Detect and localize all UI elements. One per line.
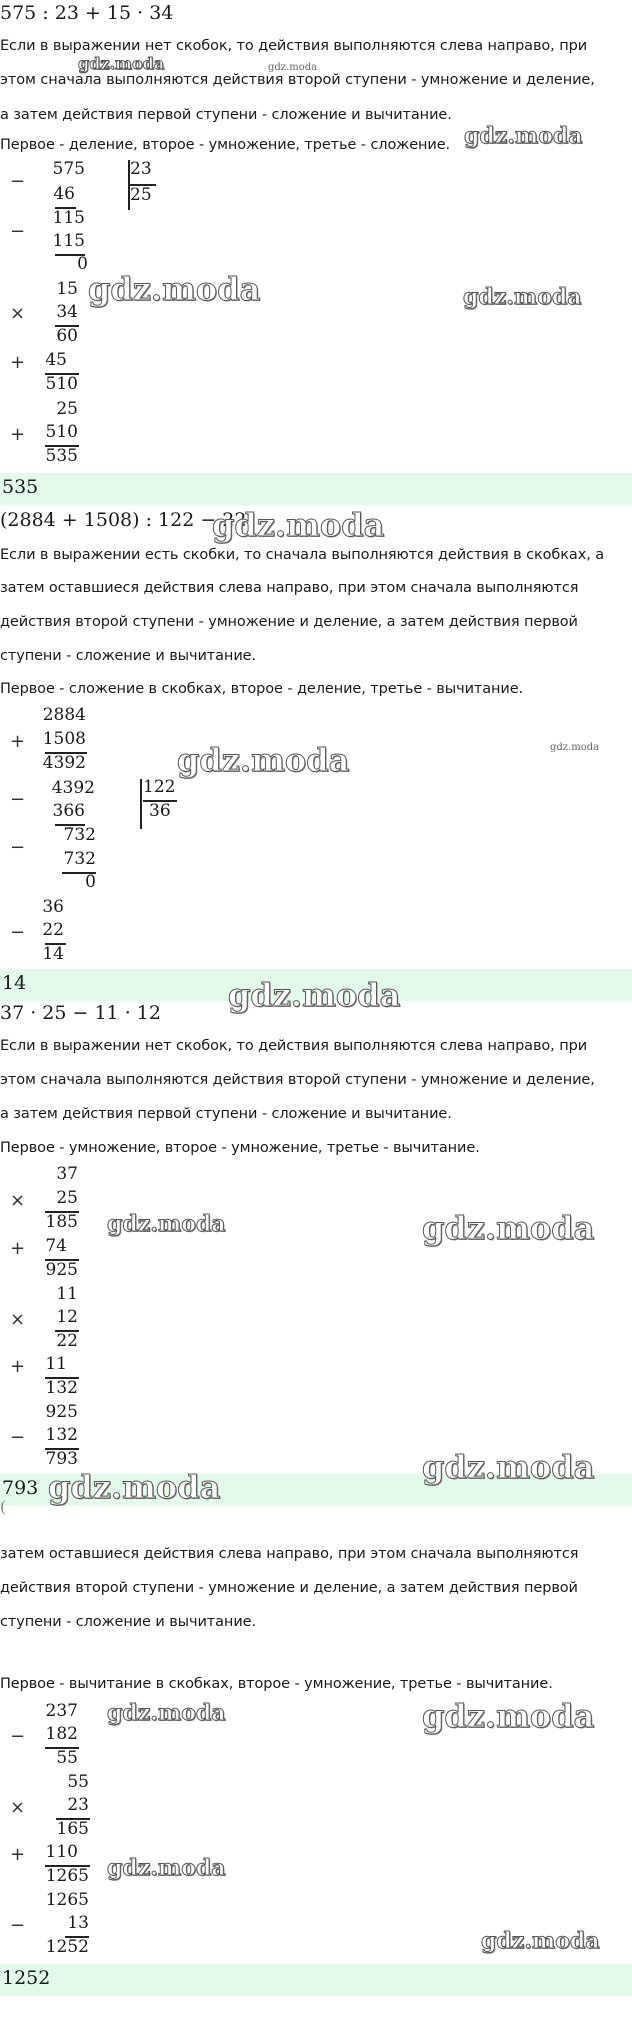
divisor: 23 [130, 159, 152, 179]
difference: 1252 [45, 1937, 89, 1957]
watermark: gdz.moda [78, 54, 165, 73]
rule-line: Если в выражении нет скобок, то действия выполняются слева направо, при [0, 38, 588, 54]
difference: 793 [45, 1449, 78, 1469]
watermark: gdz.moda [212, 506, 385, 544]
product: 925 [45, 1260, 78, 1280]
plus-sign: + [10, 352, 26, 373]
dividend: 4392 [51, 778, 95, 798]
order-text: Первое - сложение в скобках, второе - деление, третье - вычитание. [0, 681, 524, 697]
minus-sign: − [10, 837, 26, 858]
times-sign: × [10, 1190, 26, 1211]
times-sign: × [10, 1309, 26, 1330]
watermark: gdz.moda [107, 1211, 226, 1237]
difference: 14 [42, 944, 64, 964]
rule-line: Если в выражении нет скобок, то действия выполняются слева направо, при [0, 1038, 588, 1054]
watermark: gdz.moda [464, 123, 583, 149]
watermark: gdz.moda [422, 1448, 595, 1486]
subtrahend: 13 [67, 1913, 89, 1933]
minus-sign: − [10, 221, 26, 242]
watermark: gdz.moda [422, 1697, 595, 1735]
expression-3: 37 · 25 − 11 · 12 [0, 1002, 161, 1024]
minuend: 925 [45, 1402, 78, 1422]
rule-line: этом сначала выполняются действия второй ступени - умножение и деление, [0, 72, 595, 88]
minuend: 36 [42, 897, 64, 917]
rule-line: ступени - сложение и вычитание. [0, 1614, 256, 1630]
plus-sign: + [10, 731, 26, 752]
rule-line: этом сначала выполняются действия второй ступени - умножение и деление, [0, 1072, 595, 1088]
division-bar [140, 779, 142, 829]
minus-sign: − [10, 1726, 26, 1747]
partial-product: 110 [45, 1842, 78, 1862]
order-text: Первое - деление, второе - умножение, третье - сложение. [0, 137, 451, 153]
minus-sign: − [10, 922, 26, 943]
remainder: 732 [63, 825, 96, 845]
watermark: gdz.moda [107, 1855, 226, 1881]
partial-sub: 366 [52, 801, 85, 821]
watermark: gdz.moda [550, 742, 600, 753]
factor: 25 [56, 1188, 78, 1208]
subtrahend: 132 [45, 1425, 78, 1445]
remainder: 115 [52, 208, 85, 228]
remainder: 0 [77, 254, 88, 274]
product: 1265 [45, 1866, 89, 1886]
partial-product: 60 [56, 326, 78, 346]
expression-2: (2884 + 1508) : 122 − 22 [0, 509, 247, 531]
partial-sub: 46 [53, 184, 75, 204]
times-sign: × [10, 303, 26, 324]
watermark: gdz.moda [88, 270, 261, 308]
partial-product: 45 [45, 350, 67, 370]
minus-sign: − [10, 171, 26, 192]
watermark: gdz.moda [422, 1209, 595, 1247]
watermark: gdz.moda [48, 1468, 221, 1506]
plus-sign: + [10, 1356, 26, 1377]
answer: 14 [2, 972, 27, 994]
answer-band [0, 1964, 632, 1996]
subtrahend: 22 [42, 920, 64, 940]
times-sign: × [10, 1797, 26, 1818]
rule-line: а затем действия первой ступени - сложение и вычитание. [0, 1106, 452, 1122]
quotient: 25 [130, 185, 152, 205]
minus-sign: − [10, 789, 26, 810]
partial-product: 74 [45, 1236, 67, 1256]
factor: 15 [56, 279, 78, 299]
answer: 793 [2, 1477, 39, 1499]
answer: 1252 [2, 1967, 51, 1989]
rule-line: а затем действия первой ступени - сложение и вычитание. [0, 107, 452, 123]
watermark: gdz.moda [268, 62, 318, 73]
factor: 23 [67, 1795, 89, 1815]
addend: 510 [45, 422, 78, 442]
factor: 37 [56, 1164, 78, 1184]
partial-product: 11 [45, 1354, 67, 1374]
partial-product: 185 [45, 1212, 78, 1232]
factor: 11 [56, 1284, 78, 1304]
quotient: 36 [149, 801, 171, 821]
dividend: 575 [52, 159, 85, 179]
addend: 2884 [42, 705, 86, 725]
plus-sign: + [10, 1844, 26, 1865]
expression-4-clipped: ( [0, 1498, 6, 1516]
minus-sign: − [10, 1427, 26, 1448]
rule-line: действия второй ступени - умножение и деление, а затем действия первой [0, 1580, 578, 1596]
minuend: 1265 [45, 1890, 89, 1910]
rule-line: действия второй ступени - умножение и деление, а затем действия первой [0, 614, 578, 630]
watermark: gdz.moda [107, 1700, 226, 1726]
partial-product: 22 [56, 1331, 78, 1351]
difference: 55 [56, 1748, 78, 1768]
factor: 34 [56, 302, 78, 322]
partial-product: 165 [56, 1819, 89, 1839]
factor: 55 [67, 1772, 89, 1792]
minus-sign: − [10, 1915, 26, 1936]
minuend: 237 [45, 1701, 78, 1721]
watermark: gdz.moda [481, 1928, 600, 1954]
product: 510 [45, 374, 78, 394]
plus-sign: + [10, 1238, 26, 1259]
answer: 535 [2, 476, 39, 498]
subtrahend: 182 [45, 1724, 78, 1744]
sum: 535 [45, 446, 78, 466]
partial-sub: 732 [63, 849, 96, 869]
rule-line: затем оставшиеся действия слева направо, при этом сначала выполняются [0, 580, 579, 596]
partial-sub: 115 [52, 231, 85, 251]
plus-sign: + [10, 424, 26, 445]
order-text: Первое - умножение, второе - умножение, третье - вычитание. [0, 1140, 480, 1156]
divisor: 122 [143, 777, 176, 797]
remainder: 0 [85, 872, 96, 892]
answer-band [0, 473, 632, 505]
addend: 25 [56, 399, 78, 419]
addend: 1508 [42, 729, 86, 749]
watermark: gdz.moda [177, 741, 350, 779]
order-text: Первое - вычитание в скобках, второе - умножение, третье - вычитание. [0, 1676, 553, 1692]
factor: 12 [56, 1307, 78, 1327]
watermark: gdz.moda [228, 976, 401, 1014]
sum: 4392 [42, 753, 86, 773]
rule-line: Если в выражении есть скобки, то сначала выполняются действия в скобках, а [0, 547, 605, 563]
rule-line: ступени - сложение и вычитание. [0, 648, 256, 664]
watermark: gdz.moda [463, 284, 582, 310]
expression-1: 575 : 23 + 15 · 34 [0, 2, 174, 24]
product: 132 [45, 1378, 78, 1398]
rule-line: затем оставшиеся действия слева направо, при этом сначала выполняются [0, 1546, 579, 1562]
